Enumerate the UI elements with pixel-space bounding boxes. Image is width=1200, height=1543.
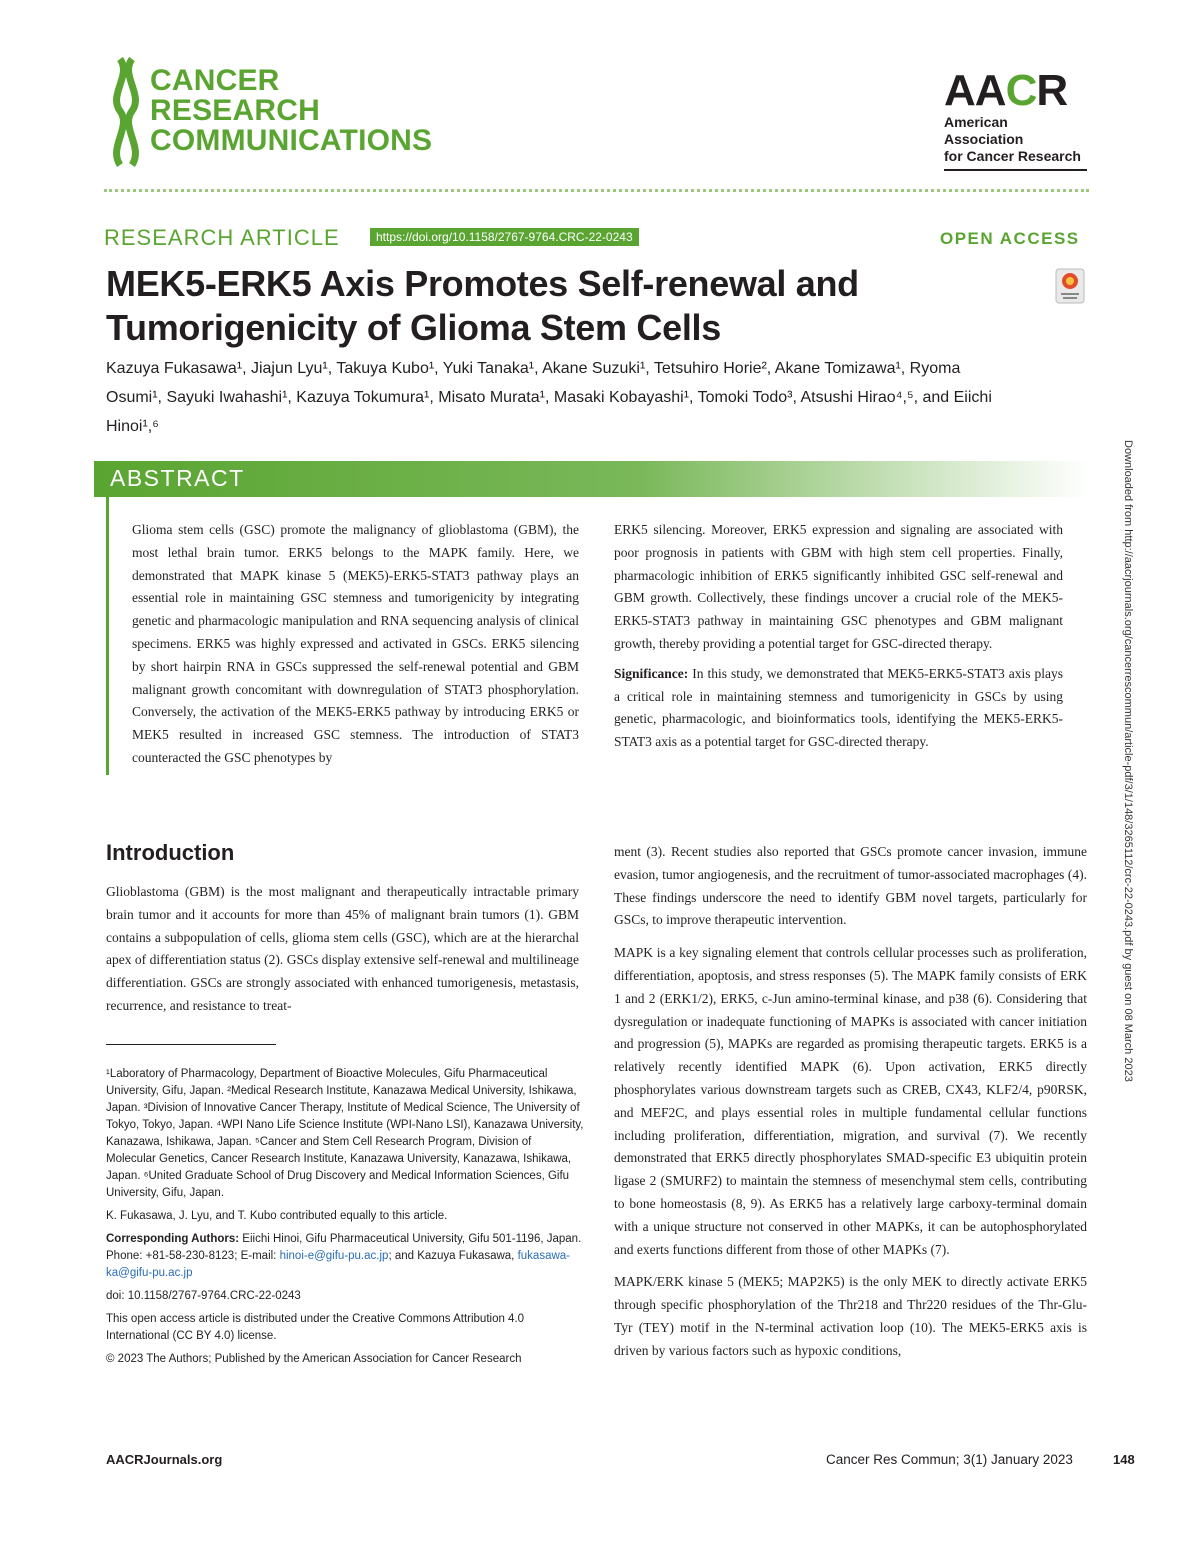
intro-right-paragraph-3: MAPK/ERK kinase 5 (MEK5; MAP2K5) is the only MEK to directly activate ERK5 through specific phosphorylation of the Thr218 and Thr220 residues of the Thr-Glu-Tyr (TEY) motif in the N-terminal activation loop (10). The MEK5-ERK5 axis is driven by various factors such as hypoxic conditions, <box>614 1274 1087 1358</box>
license-text: This open access article is distributed under the Creative Commons Attribution 4.0 International (CC BY 4.0) license. <box>106 1313 525 1342</box>
journal-name-line-1: CANCER <box>150 64 280 97</box>
email-link-hinoi[interactable]: hinoi-e@gifu-pu.ac.jp <box>279 1250 389 1262</box>
doi-text: doi: 10.1158/2767-9764.CRC-22-0243 <box>106 1290 301 1302</box>
download-note <box>1118 440 1138 1140</box>
footnotes <box>106 1066 584 1374</box>
email-link-fukasawa[interactable]: fukasawa-ka@gifu-pu.ac.jp <box>106 1250 570 1279</box>
abstract-heading: ABSTRACT <box>110 465 245 491</box>
journal-name-line-2: RESEARCH <box>150 94 320 127</box>
doi-link[interactable]: https://doi.org/10.1158/2767-9764.CRC-22-0243 <box>370 228 639 246</box>
publisher-name-line-1: American Association <box>944 114 1024 147</box>
corresponding-mid: ; and Kazuya Fukasawa, <box>388 1250 518 1262</box>
author-list: Kazuya Fukasawa¹, Jiajun Lyu¹, Takuya Kubo¹, Yuki Tanaka¹, Akane Suzuki¹, Tetsuhiro Horie², Akane Tomizawa¹, Ryoma Osumi¹, Sayuki Iwahashi¹, Kazuya Tokumura¹, Misato Murata¹, Masaki Kobayashi¹, Tomoki Todo³, Atsushi Hirao⁴,⁵, and Eiichi Hinoi¹,⁶ <box>106 360 992 435</box>
publisher-name-line-2: for Cancer Research <box>944 148 1081 164</box>
significance-text: In this study, we demonstrated that MEK5-ERK5-STAT3 axis plays a critical role in maintaining stemness and tumorigenicity in GSCs by using genetic, pharmacologic, and bioinformatics tools, identifying the MEK5-ERK5-STAT3 axis as a potential target for GSC-directed therapy. <box>614 665 1063 750</box>
publisher-mark: AACR <box>944 66 1068 115</box>
introduction-right-column <box>614 841 1087 1373</box>
abstract-right-text: ERK5 silencing. Moreover, ERK5 expression and signaling are associated with poor prognosis in patients with GBM with high stem cell properties. Finally, pharmacologic inhibition of ERK5 significantly inhibited GSC self-renewal and GBM growth. Collectively, these findings uncover a crucial role of the MEK5-ERK5-STAT3 pathway in maintaining GSC phenotypes and GBM malignant growth, thereby providing a potential target for GSC-directed therapy. <box>614 522 1063 651</box>
citation-text: Cancer Res Commun; 3(1) January 2023 <box>826 1452 1073 1467</box>
publisher-logo <box>944 68 1089 171</box>
header-divider <box>104 189 1089 192</box>
corresponding-text: Eiichi Hinoi, Gifu Pharmaceutical University, Gifu 501-1196, Japan. Phone: +81-58-230-8123; E-mail: <box>106 1233 582 1262</box>
introduction-heading: Introduction <box>106 840 235 865</box>
footnote-divider <box>106 1044 276 1045</box>
abstract-left-text: Glioma stem cells (GSC) promote the malignancy of glioblastoma (GBM), the most lethal brain tumor. ERK5 belongs to the MAPK family. Here, we demonstrated that MAPK kinase 5 (MEK5)-ERK5-STAT3 pathway plays an essential role in maintaining GSC stemness and tumorigenicity by integrating genetic and pharmacologic manipulation and RNA sequencing analysis of clinical specimens. ERK5 was highly expressed and activated in GSCs. ERK5 silencing by short hairpin RNA in GSCs suppressed the self-renewal potential and GBM malignant growth concomitant with downregulation of STAT3 phosphorylation. Conversely, the activation of the MEK5-ERK5 pathway by introducing ERK5 or MEK5 resulted in increased GSC stemness. The introduction of STAT3 counteracted the GSC phenotypes by <box>132 522 579 765</box>
page-number: 148 <box>1113 1452 1135 1467</box>
article-title: MEK5-ERK5 Axis Promotes Self-renewal and Tumorigenicity of Glioma Stem Cells <box>106 263 859 348</box>
journal-name-line-3: COMMUNICATIONS <box>150 124 433 157</box>
abstract-rule <box>106 497 109 775</box>
article-type: RESEARCH ARTICLE <box>104 225 340 250</box>
significance-label: Significance: <box>614 665 689 681</box>
check-for-updates-icon[interactable] <box>1055 268 1085 304</box>
abstract-left-column <box>132 519 579 777</box>
significance-paragraph <box>614 663 1063 754</box>
intro-right-paragraph-2: MAPK is a key signaling element that controls cellular processes such as proliferation, differentiation, apoptosis, and stress responses (5). The MAPK family consists of ERK 1 and 2 (ERK1/2), ERK5, c-Jun amino-terminal kinase, and p38 (6). Considering that dysregulation or inadequate functioning of MAPKs is associated with cancer initiation and progression (5), MAPKs are regarded as promising therapeutic targets. ERK5 is a relatively recently identified MAPK (6). Upon activation, ERK5 directly phosphorylates various downstream targets such as CREB, CX43, KLF2/4, p90RSK, and MEF2C, and plays essential roles in multiple fundamental cellular functions including proliferation, differentiation, migration, and survival (7). We recently demonstrated that ERK5 directly phosphorylates SMAD-specific E3 ubiquitin protein ligase 2 (SMURF2) to maintain the stemness of mesenchymal stem cells, contributing to bone homeostasis (8, 9). As ERK5 has a relatively large carboxy-terminal domain with a unique structure not conserved in other MAPKs, it can be autophosphorylated and exerts functions different from those of other MAPKs (7). <box>614 945 1087 1257</box>
intro-left-paragraph-1: Glioblastoma (GBM) is the most malignant and therapeutically intractable primary brain tumor and it accounts for more than 45% of malignant brain tumors (1). GBM contains a subpopulation of cells, glioma stem cells (GSC), which are at the hierarchal apex of differentiation status (2). GSCs display extensive self-renewal and multilineage differentiation. GSCs are strongly associated with enhanced tumorigenesis, metastasis, recurrence, and resistance to treat- <box>106 884 579 1013</box>
equal-contribution-note: K. Fukasawa, J. Lyu, and T. Kubo contributed equally to this article. <box>106 1210 448 1222</box>
intro-right-paragraph-1: ment (3). Recent studies also reported that GSCs promote cancer invasion, immune evasion, tumor angiogenesis, and the recruitment of tumor-associated macrophages (4). These findings underscore the need to identify GBM novel targets, particularly for GSCs, to improve therapeutic intervention. <box>614 844 1087 928</box>
corresponding-label: Corresponding Authors: <box>106 1233 240 1245</box>
journal-name <box>150 66 432 156</box>
publisher-underline <box>944 169 1087 171</box>
introduction-left-column <box>106 881 579 1028</box>
abstract-right-column <box>614 519 1063 761</box>
corresponding-authors <box>106 1231 584 1282</box>
affiliations: ¹Laboratory of Pharmacology, Department of Bioactive Molecules, Gifu Pharmaceutical University, Gifu, Japan. ²Medical Research Institute, Kanazawa Medical University, Ishikawa, Japan. ³Division of Innovative Cancer Therapy, Institute of Medical Science, The University of Tokyo, Tokyo, Japan. ⁴WPI Nano Life Science Institute (WPI-Nano LSI), Kanazawa University, Kanazawa, Ishikawa, Japan. ⁵Cancer and Stem Cell Research Program, Division of Molecular Genetics, Cancer Research Institute, Kanazawa University, Kanazawa, Ishikawa, Japan. ⁶United Graduate School of Drug Discovery and Medical Information Sciences, Gifu University, Gifu, Japan. <box>106 1068 584 1199</box>
download-note-text: Downloaded from http://aacrjournals.org/cancerrescommun/article-pdf/3/1/148/3265112/crc-22-0243.pdf by guest on 08 March 2023 <box>1122 440 1134 1082</box>
journal-site-link[interactable]: AACRJournals.org <box>106 1452 223 1467</box>
copyright-text: © 2023 The Authors; Published by the American Association for Cancer Research <box>106 1353 522 1365</box>
open-access-label: OPEN ACCESS <box>940 229 1080 248</box>
